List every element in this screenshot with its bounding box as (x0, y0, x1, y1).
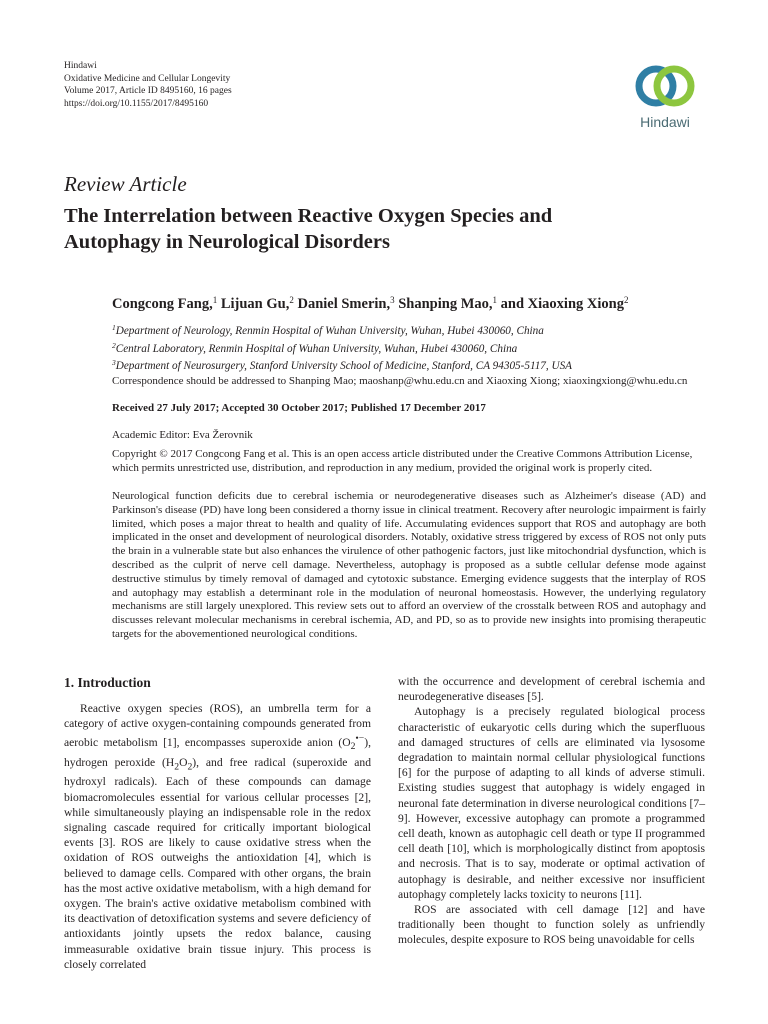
section-heading: 1. Introduction (64, 675, 151, 690)
affiliation-item (112, 356, 572, 374)
article-title (64, 203, 704, 255)
body-column-left (64, 674, 371, 972)
affiliation-item (112, 339, 572, 357)
paragraph-text: O (179, 755, 188, 769)
affiliations (112, 321, 572, 374)
author-affiliation-mark: 1 (492, 295, 498, 305)
intro-paragraph (64, 701, 371, 972)
affiliation-text: Department of Neurosurgery, Stanford University School of Medicine, Stanford, CA 94305-5117, USA (115, 360, 573, 373)
hindawi-logo (624, 58, 706, 136)
paragraph-text: Reactive oxygen species (ROS), an umbrella term for a category of active oxygen-containing compounds generated from aerobic metabolism [1], encompasses superoxide anion (O (64, 702, 371, 750)
copyright-line-1: Copyright © 2017 Congcong Fang et al. This is an open access article distributed under the Creative Commons Attribution License, (112, 448, 693, 460)
author-affiliation-mark: 2 (289, 295, 294, 305)
affiliation-text: Department of Neurology, Renmin Hospital of Wuhan University, Wuhan, Hubei 430060, China (115, 325, 544, 337)
affiliation-text: Central Laboratory, Renmin Hospital of Wuhan University, Wuhan, Hubei 430060, China (115, 342, 518, 355)
body-column-right (398, 674, 705, 948)
affiliation-number: 1 (112, 323, 116, 332)
author-name: Daniel Smerin, (293, 296, 391, 312)
academic-editor: Academic Editor: Eva Žerovnik (112, 429, 253, 441)
affiliation-number: 2 (112, 340, 116, 350)
abstract: Neurological function deficits due to cerebral ischemia or neurodegenerative diseases such as Alzheimer's disease (AD) and Parkinson's disease (PD) have long been considered a thorny issue in clinical treatment. Recovery after neurologic impairment is fairly limited, which poses a major threat to health and quality of life. Accumulating evidences support that ROS and autophagy are both implicated in the onset and development of neurological disorders. Notably, oxidative stress triggered by excess of ROS not only puts the brain in a vulnerable state but also enhances the virulence of other pathogenic factors, just like mitochondrial dysfunction, which is described as the culprit of nerve cell damage. Nevertheless, autophagy is proposed as a subtle cellular defense mode against destructive stimulus by timely removal of damaged and cytotoxic substance. Emerging evidence suggests that the interplay of ROS and autophagy may establish a determinant role in the modulation of neuronal homeostasis. However, the underlying regulatory mechanisms are still largely unexplored. This review sets out to afford an overview of the crosstalk between ROS and autophagy and discusses relevant molecular mechanisms in cerebral ischemia, AD, and PD, so as to provide new insights into promising therapeutic targets for the abovementioned neurological conditions. (112, 490, 706, 640)
author-name: Shanping Mao, (394, 296, 493, 312)
copyright-notice (112, 447, 712, 475)
author-name: and Xiaoxing Xiong (497, 296, 624, 312)
paragraph-text: ), hydrogen peroxide (H (64, 736, 371, 769)
journal-volume: Volume 2017, Article ID 8495160, 16 pages (64, 86, 232, 96)
paragraph-text: ), and free radical (superoxide and hydroxyl radicals). Each of these compounds can damage biomacromolecules essential for various cellular processes [2], while simultaneously playing an indispensable role in the redox signaling cascade required for critically important biological events [3]. ROS are likely to cause oxidative stress when the oxidation of ROS outweighs the antioxidation [4], which is believed to damage cells. Compared with other organs, the brain has the most active oxidative metabolism, with a high demand for oxygen. The brain's active oxidative metabolism combined with its deactivation of detoxification systems and severe deficiency of antioxidants jointly upsets the redox balance, causing immeasurable oxidative brain tissue injury. This process is closely correlated (64, 755, 371, 971)
subscript: 2 (174, 761, 180, 773)
affiliation-number: 3 (112, 358, 116, 368)
body-paragraph: Autophagy is a precisely regulated biological process characteristic of eukaryotic cells during which the superfluous and damaged structures of cells are eliminated via lysosome degradation to maintain normal cellular physiological functions [6] for the purpose of adapting to all kinds of adverse stimuli. Existing studies suggest that autophagy is widely engaged in neuronal fate determination in diverse neurological conditions [7–9]. However, excessive autophagy can promote a programmed cell death, known as autophagic cell death or type II programmed cell death [10], which is morphologically distinct from apoptosis and necrosis. That is to say, moderate or optimal activation of autophagy is desirable, and neither excessive nor insufficient autophagy completely lacks toxicity to neurons [11]. (398, 705, 705, 901)
body-paragraph: ROS are associated with cell damage [12] and have traditionally been thought to function solely as unfriendly molecules, despite exposure to ROS being unavoidable for cells (398, 903, 705, 947)
interlocking-rings-icon (630, 58, 700, 114)
publication-dates: Received 27 July 2017; Accepted 30 October 2017; Published 17 December 2017 (112, 402, 486, 414)
copyright-line-2: which permits unrestricted use, distribution, and reproduction in any medium, provided the original work is properly cited. (112, 462, 653, 475)
author-name: Lijuan Gu, (217, 296, 290, 312)
body-paragraph: with the occurrence and development of cerebral ischemia and neurodegenerative diseases [5]. (398, 675, 705, 704)
journal-name: Oxidative Medicine and Cellular Longevity (64, 73, 231, 84)
subscript: 2 (187, 761, 193, 773)
author-affiliation-mark: 2 (623, 295, 629, 305)
author-affiliation-mark: 1 (212, 295, 218, 305)
author-affiliation-mark: 3 (390, 295, 395, 305)
author-name: Congcong Fang, (112, 296, 213, 312)
author-list (112, 290, 628, 314)
publisher-name: Hindawi (64, 61, 97, 71)
title-line-1: The Interrelation between Reactive Oxygen Species and (64, 205, 553, 227)
correspondence: Correspondence should be addressed to Shanping Mao; maoshanp@whu.edu.cn and Xiaoxing Xiong; xiaoxingxiong@whu.edu.cn (112, 375, 688, 387)
journal-info (64, 60, 232, 110)
doi-link[interactable]: https://doi.org/10.1155/2017/8495160 (64, 98, 209, 109)
subscript: 2 (350, 741, 356, 753)
title-line-2: Autophagy in Neurological Disorders (64, 231, 390, 253)
hindawi-wordmark: Hindawi (640, 114, 690, 130)
superscript: •− (355, 733, 365, 745)
affiliation-item (112, 321, 572, 339)
article-type: Review Article (64, 172, 187, 196)
